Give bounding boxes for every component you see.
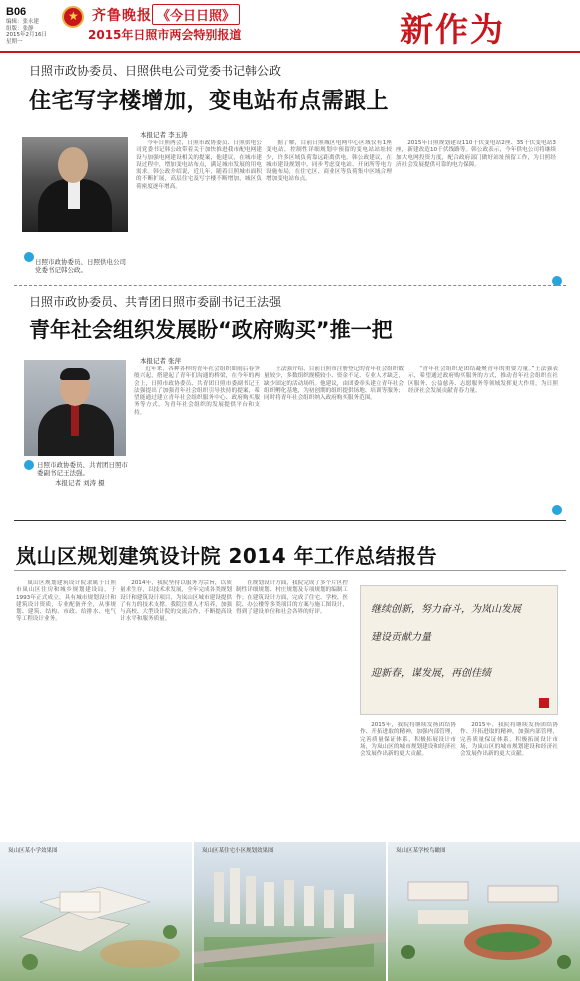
edition-meta [6, 19, 47, 45]
emblem-icon [62, 6, 84, 28]
render-label: 岚山区某住宅小区规划效果图 [202, 848, 274, 854]
story-end-icon [552, 505, 562, 515]
story1-caption: 日照市政协委员、日照供电公司党委书记韩公政。 [35, 258, 126, 274]
story3-column-4a: 2015年，我院将继续发扬团结协作、开拓进取的精神，加强内部管理，完善质量保证体系，积极拓展设计市场，为岚山区的城市规划建设和经济社会发展作出新的更大贡献。 [360, 722, 456, 758]
meta-weekday: 星期一 [6, 38, 23, 45]
page-number: B06 [6, 6, 27, 18]
story3-column-1: 岚山区规划建筑设计院隶属于日照市岚山区住房和城乡规划建设局，于1993年正式成立，具有城市规划设计和建筑设计资质，专业配备齐全，从事规划、建筑、结构、市政、给排水、电气等工程设计业务。 [16, 580, 116, 623]
story1-column-3: 2015年日照规划建设110千伏变电站2座、35千伏变电站3座，新建改造10千伏线路等。韩公政表示，今年供电公司将继续加大电网投资力度，配合政府部门做好站址预留工作，为日照经济社会发展提供可靠的电力保障。 [396, 140, 556, 168]
render-residential [194, 842, 386, 981]
story2-caption: 日照市政协委员、共青团日照市委副书记王法强。 [37, 461, 128, 477]
seal-stamp-icon [539, 698, 549, 708]
story3-column-3: 在规划设计方面，我院完成了多个片区控制性详细规划、村庄规划及专项规划的编制工作；在建筑设计方面，完成了住宅、学校、医院、办公楼等多类项目的方案与施工图设计，得到了建设单位和社会各界的好评。 [236, 580, 348, 616]
caption-bullet-icon [24, 460, 34, 470]
story2-byline: 本报记者 张萍 [140, 357, 182, 365]
calligraphy-line: 建设贡献力量 [371, 632, 431, 643]
calligraphy-line: 继续创新，努力奋斗，为岚山发展 [371, 604, 521, 615]
meta-editor: 编辑：张永建 [6, 19, 40, 25]
story1-kicker: 日照市政协委员、日照供电公司党委书记韩公政 [29, 64, 282, 78]
story3-headline: 岚山区规划建筑设计院 2014 年工作总结报告 [16, 544, 438, 568]
section-rule [14, 520, 566, 521]
story2-photo-credit: 本报记者 刘涛 摄 [55, 479, 105, 487]
caption-bullet-icon [24, 252, 34, 262]
story1-column-1: 今年日照两会，日照市政协委员、日照供电公司党委书记韩公政带着关于加快推进我市配电网建设与加强电网建设相关的提案，他建议，在城市建设过程中，增加变电站布点，满足城市发展的用电需求。韩公政介绍说，近几年，随着日照城市面积的不断扩展，高层住宅及写字楼不断增加，城区负荷密度逐年增高。 [136, 140, 262, 190]
story1-byline: 本报记者 李玉涛 [140, 131, 188, 139]
story2-kicker: 日照市政协委员、共青团日照市委副书记王法强 [29, 295, 282, 309]
story2-column-3: “青年社会组织是团结凝聚青年的重要力量。”王法强表示，希望通过政府购买服务的方式，推动青年社会组织在社区服务、公益慈善、志愿服务等领域发挥更大作用，为日照经济社会发展贡献青春力量。 [408, 366, 558, 394]
story3-column-2: 2014年，我院坚持以服务为宗旨，以质量求生存，以技术求发展，全年完成各类规划设计和建筑设计项目，为岚山区城市建设提供了有力的技术支撑。我院注重人才培养，加强与高校、大型设计院的交流合作，不断提高设计水平和服务质量。 [120, 580, 232, 623]
edition-name: 《今日日照》 [152, 4, 240, 25]
meta-date: 2015年2月16日 [6, 32, 47, 38]
story2-column-2: 王法强介绍，目前日照市注册登记的青年社会组织数量较少，多数组织规模较小、资金不足、专业人才缺乏，缺少固定的活动场所。他建议，由团委牵头建立青年社会组织孵化基地，为初创期的组织提供场地、培训等服务；同时将青年社会组织纳入政府购买服务范围。 [264, 366, 404, 402]
section-rule [14, 570, 566, 571]
story2-column-1: 近年来，各种各样的青年社会组织如雨后春笋般兴起，搭建起了青年们沟通的桥梁，在今年的两会上，日照市政协委员、共青团日照市委副书记王法强提出了加强青年社会组织引导扶持的提案，希望能通过建立青年社会组织服务中心、政府购买服务等方式，为青年社会组织的发展提供平台和支持。 [134, 366, 260, 416]
paper-name: 齐鲁晚报 [92, 8, 152, 24]
calligraphy-line: 迎新春，谋发展，再创佳绩 [371, 668, 491, 679]
story3-column-4b: 2015年，我院将继续发扬团结协作、开拓进取的精神，加强内部管理，完善质量保证体系，积极拓展设计市场，为岚山区的城市规划建设和经济社会发展作出新的更大贡献。 [460, 722, 558, 758]
story1-headline: 住宅写字楼增加，变电站布点需跟上 [29, 89, 390, 114]
story1-column-2: 据了解，目前日照城区电网中心区域仅有1座变电站，控制性详细规划中预留的变电站站址较少，许多区域负荷靠远距离供电。韩公政建议，在城市建设规划中，同步考虑变电站、开闭所等电力设施布局，在住宅区、商业区等负荷集中区域合理增加变电站布点。 [266, 140, 392, 183]
render-label: 岚山区某学校鸟瞰图 [396, 848, 446, 854]
story-divider [14, 285, 566, 286]
header-rule [0, 51, 580, 53]
column-title: 新作为 [400, 10, 505, 49]
meta-layout: 组版：张静 [6, 25, 34, 32]
render-campus [388, 842, 580, 981]
architectural-renders [0, 842, 580, 981]
story2-portrait-photo [24, 360, 126, 456]
story1-portrait-photo [22, 137, 128, 232]
masthead [0, 0, 580, 52]
school-render-drawing [0, 842, 192, 981]
campus-render-drawing [388, 842, 580, 981]
render-school [0, 842, 192, 981]
story2-headline: 青年社会组织发展盼“政府购买”推一把 [29, 318, 393, 342]
render-label: 岚山区某小学效果图 [8, 848, 58, 854]
special-report-title: 2015年日照市两会特别报道 [88, 28, 242, 42]
residential-render-drawing [194, 842, 386, 981]
calligraphy-image [360, 585, 558, 715]
